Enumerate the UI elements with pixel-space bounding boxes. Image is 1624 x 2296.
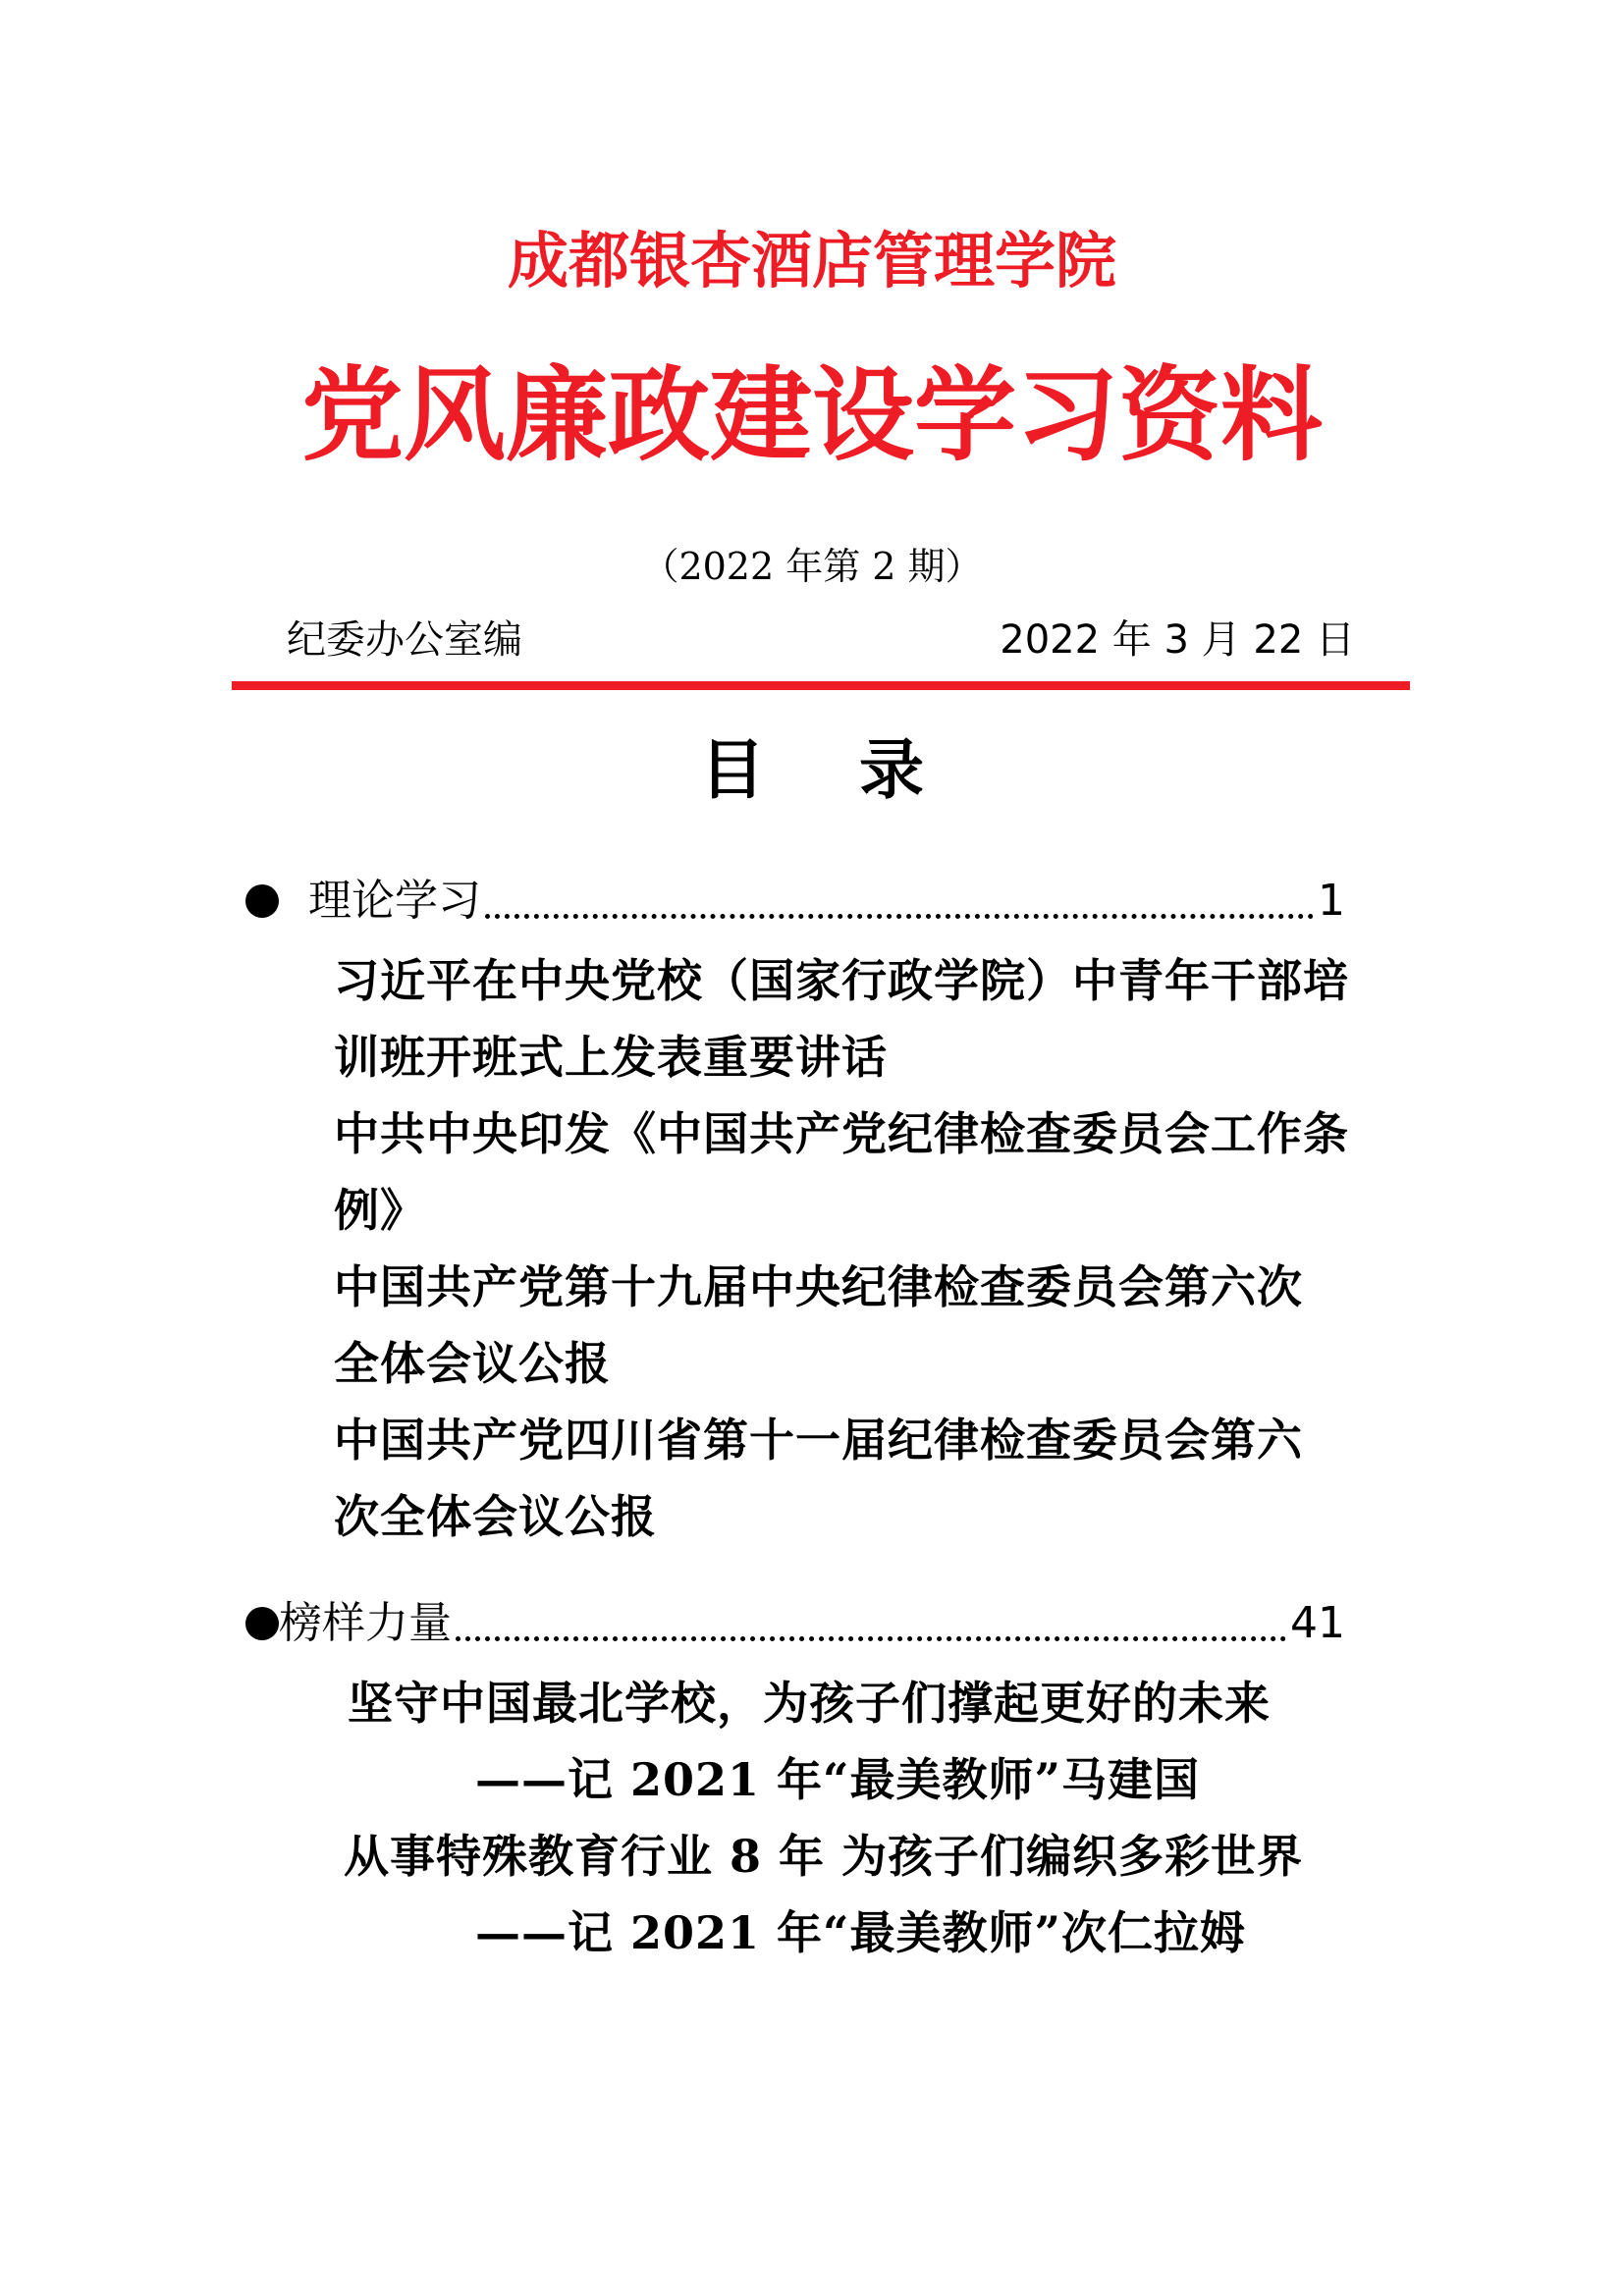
section-page-number: 41 — [1290, 1598, 1345, 1648]
bullet-icon — [245, 884, 279, 918]
toc-section-theory[interactable] — [245, 870, 1345, 933]
toc-title-part1: 目 — [700, 732, 765, 808]
toc-entry[interactable]: 习近平在中央党校（国家行政学院）中青年干部培 — [334, 954, 1349, 1007]
dot-leader — [456, 1636, 1286, 1641]
toc-entry[interactable]: 中共中央印发《中国共产党纪律检查委员会工作条 — [334, 1107, 1349, 1160]
toc-section-role-models[interactable] — [245, 1592, 1345, 1655]
issue-number: （2022 年第 2 期） — [641, 545, 983, 588]
publication-title: 党风廉政建设学习资料 — [300, 355, 1323, 475]
toc-entry[interactable]: 训班开班式上发表重要讲话 — [334, 1031, 888, 1084]
bullet-icon — [245, 1607, 279, 1640]
toc-entry[interactable]: 坚守中国最北学校，为孩子们撑起更好的未来 — [348, 1677, 1271, 1730]
publication-date: 2022 年 3 月 22 日 — [1000, 617, 1355, 663]
toc-title — [0, 726, 1624, 815]
toc-title-part2: 录 — [859, 732, 924, 808]
section-label: 理论学习 — [308, 876, 481, 926]
toc-entry-subtitle[interactable]: ——记 2021 年“最美教师”次仁拉姆 — [475, 1906, 1246, 1959]
toc-entry[interactable]: 中国共产党第十九届中央纪律检查委员会第六次 — [334, 1260, 1303, 1313]
editor-line: 纪委办公室编 — [287, 617, 522, 663]
org-name: 成都银杏酒店管理学院 — [507, 225, 1116, 296]
toc-entry[interactable]: 从事特殊教育行业 8 年 为孩子们编织多彩世界 — [344, 1830, 1304, 1883]
toc-entry[interactable]: 中国共产党四川省第十一届纪律检查委员会第六 — [334, 1414, 1303, 1467]
toc-entry[interactable]: 全体会议公报 — [334, 1337, 611, 1390]
section-label: 榜样力量 — [279, 1598, 452, 1648]
toc-entry-subtitle[interactable]: ——记 2021 年“最美教师”马建国 — [475, 1753, 1200, 1806]
toc-entry[interactable]: 例》 — [334, 1184, 426, 1237]
red-divider — [232, 681, 1410, 690]
section-page-number: 1 — [1318, 876, 1345, 926]
dot-leader — [485, 914, 1314, 919]
toc-entry[interactable]: 次全体会议公报 — [334, 1490, 657, 1543]
